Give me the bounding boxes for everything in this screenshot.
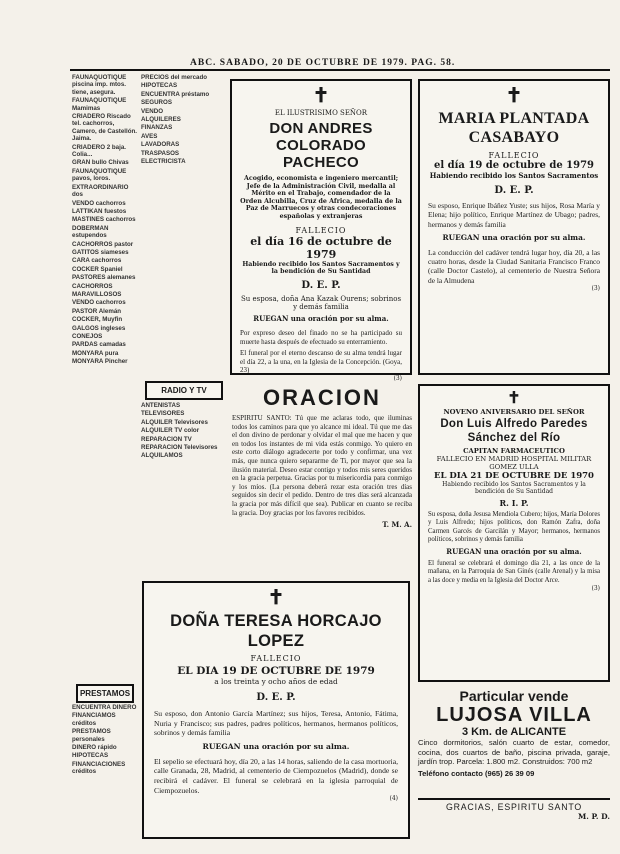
reference-number: (3) xyxy=(393,374,402,382)
wish-note: Por expreso deseo del finado no se ha participado su muerte hasta después de efectuado su enterramiento. xyxy=(240,329,402,346)
family-list: Su esposo, don Antonio García Martínez; sus hijos, Teresa, Antonio, Fátima, Nuria y Francisco; sus padres, padres políticos, hermanos, hermanos políticos, sobrinos y demás familia xyxy=(154,709,398,738)
classified-entry: DINERO rápido xyxy=(72,744,117,752)
anniversary-intro: NOVENO ANIVERSARIO DEL SEÑOR xyxy=(443,408,585,416)
villa-ad-body: Cinco dormitorios, salón cuarto de estar, comedor, cocina, dos cuartos de baño, piscina privada, garaje, jardín trop. Parcela: 1.800 m2. Construidos: 700 m2 xyxy=(418,738,610,767)
classified-entry: PASTOR Alemán xyxy=(72,307,122,315)
reference-number: (3) xyxy=(591,285,600,293)
classifieds-column-pets xyxy=(72,74,138,674)
classified-entry: HIPOTECAS xyxy=(72,752,109,760)
radio-tv-heading: RADIO Y TV xyxy=(145,381,223,400)
villa-ad xyxy=(418,688,610,798)
death-date: EL DIA 21 DE OCTUBRE DE 1970 xyxy=(434,471,594,481)
ruegan-note: RUEGAN una oración por su alma. xyxy=(442,233,586,243)
cross-icon: ✝ xyxy=(312,83,330,107)
page-header: ABC. SABADO, 20 DE OCTUBRE DE 1979. PAG. 58. xyxy=(190,58,456,68)
classified-entry: VENDO cachorros xyxy=(72,199,126,207)
gracias-line1: GRACIAS, ESPIRITU SANTO xyxy=(445,802,583,812)
classified-entry: EXTRAORDINARIO dos xyxy=(72,183,129,199)
classifieds-column-misc xyxy=(141,74,227,370)
funeral-note: El funeral se celebrará el domingo día 21, a las once de la mañana, en la Parroquia de San Ginés (calle Arenal) y la misa a las doce y media en la Iglesia del Doctor Arce. xyxy=(428,560,600,584)
classified-entry: SEGUROS xyxy=(141,99,172,107)
death-place: FALLECIO EN MADRID HOSPITAL MILITAR GOMEZ ULLA xyxy=(436,455,592,471)
oracion-body: ESPIRITU SANTO: Tú que me aclaras todo, que iluminas todos los caminos para que yo alcance mi ideal. Tú que me das el don divino de perdonar y olvidar el mal que me hacen y que en todos los instantes de mi vida estás conmigo. Yo quiero en este corto diálogo agradecerte por todo y confirmar, una vez más, que nunca quiero separarme de Ti, por mayor que sea la ilusión material. Deseo estar contigo y todos mis seres queridos en la gracia perpetua. Gracias por tu misericordia para conmigo y los míos. (La persona deberá rezar esta oración tres días seguidos sin decir el pedido. Dentro de tres días será alcanzada la gracia por más difícil que sea). Publicar en cuanto se reciba la gracia. Doy gracias por los favores recibidos. xyxy=(232,414,412,517)
classified-entry: AVES xyxy=(141,132,158,140)
classifieds-column-loans xyxy=(72,704,138,844)
fallecio-label: FALLECIO xyxy=(295,225,347,235)
family-list: Su esposa, doña Jesusa Mendiola Cubero; hijos, María Dolores y Luis Alfredo; hijos políticos, don Ramón Zafra, doña Carmen Garcés de Garcilán y Mayor; hermanos, hermanos políticos, sobrinos y demás familia xyxy=(428,511,600,543)
reference-number: (4) xyxy=(389,795,398,803)
classified-entry: ENCUENTRA préstamo xyxy=(141,90,210,98)
funeral-note: El sepelio se efectuará hoy, día 20, a las 14 horas, saliendo de la casa mortuoria, calle Granada, 28, Madrid, al cementerio de Ciempozuelos (Madrid), donde se recibirá el cadáver. El funeral se celebrará en la iglesia parroquial de Ciempozuelos. xyxy=(154,756,398,795)
oracion-title: ORACION xyxy=(263,385,381,410)
classified-entry: CONEJOS xyxy=(72,333,103,340)
classified-entry: REPARACION TV xyxy=(141,435,192,443)
classified-entry: LAVADORAS xyxy=(141,141,180,149)
classified-entry: CRIADERO 2 baja. Colia... xyxy=(72,143,126,159)
classified-entry: FAUNAQUOTIQUE pavos, loros. xyxy=(72,167,127,183)
classifieds-column-radio xyxy=(141,402,227,582)
prestamos-heading: PRESTAMOS xyxy=(76,684,134,703)
classified-entry: COCKER Spaniel xyxy=(72,265,123,273)
classified-entry: PRESTAMOS personales xyxy=(72,728,111,743)
classified-entry: ELECTRICISTA xyxy=(141,158,186,166)
deceased-name-line2: CASABAYO xyxy=(468,129,560,146)
rip-label: D. E. P. xyxy=(494,185,534,196)
classified-entry: VENDO cachorros xyxy=(72,299,126,307)
classified-entry: COCKER, Muyfin xyxy=(72,316,123,324)
oracion-ad xyxy=(232,385,412,575)
villa-ad-phone: Teléfono contacto (965) 26 39 09 xyxy=(418,768,535,778)
oracion-signature: T. M. A. xyxy=(382,520,412,530)
classified-entry: FAUNAQUOTIQUE Mamimas xyxy=(72,97,127,112)
deceased-name-line1: MARIA PLANTADA xyxy=(438,110,590,127)
classified-entry: GALGOS ingleses xyxy=(72,324,126,332)
fallecio-label: FALLECIO xyxy=(250,654,302,663)
sacraments-note: Habiendo recibido los Santos Sacramentos xyxy=(429,171,599,180)
classified-entry: ALQUILAMOS xyxy=(141,452,183,460)
cross-icon: ✝ xyxy=(505,83,523,107)
classified-entry: DOBERMAN estupendos xyxy=(72,224,109,240)
cross-icon: ✝ xyxy=(507,388,521,407)
villa-ad-line1: Particular vende xyxy=(459,688,569,704)
deceased-name-line2: PACHECO xyxy=(283,154,359,171)
classified-entry: VENDO xyxy=(141,107,164,115)
ruegan-note: RUEGAN una oración por su alma. xyxy=(253,313,389,323)
classified-entry: GRAN bullo Chivas xyxy=(72,159,129,167)
classified-entry: MONYARA pura xyxy=(72,349,119,357)
deceased-name: DOÑA TERESA HORCAJO LOPEZ xyxy=(170,612,382,650)
classified-entry: PASTORES alemanes xyxy=(72,274,136,282)
ruegan-note: RUEGAN una oración por su alma. xyxy=(446,547,582,557)
villa-ad-line3: 3 Km. de ALICANTE xyxy=(461,726,567,738)
classified-entry: ALQUILER Televisores xyxy=(141,418,208,426)
obituary-paredes xyxy=(418,384,610,682)
reference-number: (3) xyxy=(591,585,600,593)
gracias-line2: M. P. D. xyxy=(578,812,610,821)
obituary-colorado xyxy=(230,79,412,382)
classified-entry: TRASPASOS xyxy=(141,149,180,157)
classified-entry: CACHORROS pastor xyxy=(72,240,134,248)
classified-entry: FAUNAQUOTIQUE piscina imp. mtos. tiene, asegura. xyxy=(72,74,127,96)
deceased-name-line2: Sánchez del Río xyxy=(467,431,561,444)
classified-entry: FINANCIAMOS créditos xyxy=(72,712,116,727)
death-date: EL DIA 19 DE OCTUBRE DE 1979 xyxy=(177,665,375,677)
sacraments-note: Habiendo recibido los Santos Sacramentos y la bendición de Su Santidad xyxy=(242,260,400,276)
family-list: Su esposo, Enrique Ibáñez Yuste; sus hijos, Rosa María y Elena; hijo político, Enrique Martínez de Ubago; padres, hermanos y demás familia xyxy=(428,201,600,229)
classified-entry: FINANCIACIONES créditos xyxy=(72,760,126,776)
obituary-plantada xyxy=(418,79,610,375)
gracias-ad xyxy=(418,802,610,821)
classified-entry: CRIADERO Riscado tel. cachorros, Camero, de Castellón. Jaima. xyxy=(72,113,137,143)
rip-label: D. E. P. xyxy=(256,692,296,703)
classified-entry: REPARACION Televisores xyxy=(141,444,218,452)
classified-entry: GATITOS siameses xyxy=(72,248,129,256)
classified-entry: CARA cachorros xyxy=(72,257,122,265)
deceased-titles: Acogido, economista e ingeniero mercantil; Jefe de la Administración Civil, medalla al Mérito en el Trabajo, comendador de la Orden Alcubilla, Cruz de Africa, medalla de la Paz de Marruecos y otras condecoraciones españolas y extranjeras xyxy=(240,175,402,220)
classified-entry: MONYARA Pincher xyxy=(72,358,128,366)
villa-ad-line2: LUJOSA VILLA xyxy=(436,704,592,726)
ruegan-note: RUEGAN una oración por su alma. xyxy=(202,741,350,751)
death-date: el día 19 de octubre de 1979 xyxy=(433,160,595,171)
classified-entry: ENCUENTRA DINERO xyxy=(72,704,137,711)
classified-entry: ALQUILER TV color xyxy=(141,427,200,435)
classified-entry: ANTENISTAS xyxy=(141,402,181,409)
family-list: Su esposa, doña Ana Kazak Ourens; sobrinos y demás familia xyxy=(240,294,402,312)
obituary-horcajo xyxy=(142,581,410,839)
classified-entry: CACHORROS xyxy=(72,282,113,290)
classified-entry: PARDAS camadas xyxy=(72,341,126,349)
classified-entry: MARAVILLOSOS xyxy=(72,290,122,298)
classified-entry: FINANZAS xyxy=(141,124,173,132)
deceased-rank: CAPITAN FARMACEUTICO xyxy=(463,447,565,455)
rip-label: D. E. P. xyxy=(301,279,341,291)
classified-entry: ALQUILERES xyxy=(141,116,181,124)
funeral-note: La conducción del cadáver tendrá lugar hoy, día 20, a las cuatro horas, desde la Ciudad Sanitaria Francisco Franco (calle Doctor Castelo), al cementerio de Nuestra Señora de la Almudena xyxy=(428,247,600,285)
funeral-note: El funeral por el eterno descanso de su alma tendrá lugar el día 22, a la una, en la Iglesia de la Concepción. (Goya, 23) xyxy=(240,349,402,375)
villa-ad-rule xyxy=(418,798,610,800)
fallecio-label: FALLECIO xyxy=(488,151,540,160)
rip-label: R. I. P. xyxy=(499,498,529,508)
classified-entry: TELEVISORES xyxy=(141,410,185,418)
sacraments-note: Habiendo recibido los Santos Sacramentos y la bendición de Su Santidad xyxy=(442,481,586,495)
classified-entry: HIPOTECAS xyxy=(141,82,178,90)
classified-entry: MASTINES cachorros xyxy=(72,216,136,224)
header-rule xyxy=(70,69,610,71)
cross-icon: ✝ xyxy=(267,585,285,609)
classified-entry: PRECIOS del mercado xyxy=(141,74,208,81)
deceased-name-line1: DON ANDRES COLORADO xyxy=(269,120,373,154)
age-note: a los treinta y ocho años de edad xyxy=(214,677,338,686)
death-date: el día 16 de octubre de 1979 xyxy=(250,234,392,261)
obituary-intro: EL ILUSTRISIMO SEÑOR xyxy=(274,109,368,117)
deceased-name-line1: Don Luis Alfredo Paredes xyxy=(440,418,588,430)
classified-entry: LATTIKAN fuestos xyxy=(72,207,127,215)
